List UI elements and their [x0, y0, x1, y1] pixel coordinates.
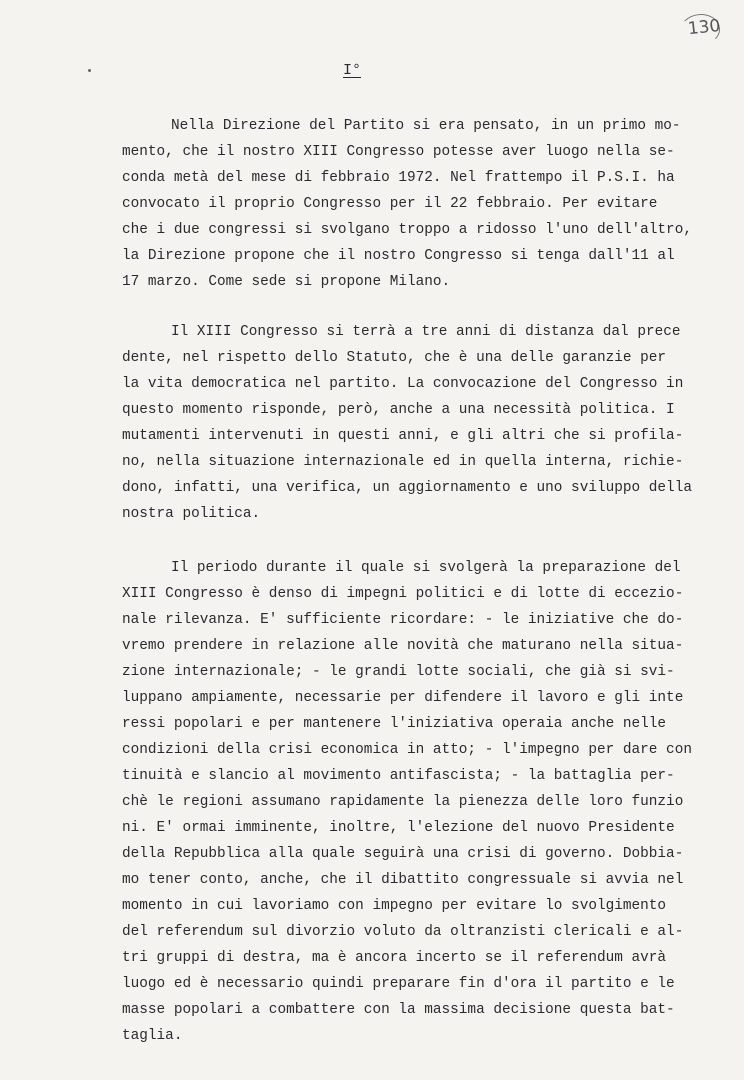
paragraph-gap [122, 527, 722, 555]
text-line: luogo ed è necessario quindi preparare fin d'ora il partito e le [122, 976, 675, 992]
text-line: la Direzione propone che il nostro Congresso si tenga dall'11 al [122, 248, 675, 264]
text-line: dono, infatti, una verifica, un aggiornamento e uno sviluppo della [122, 480, 692, 496]
text-line: convocato il proprio Congresso per il 22 febbraio. Per evitare [122, 196, 658, 212]
section-heading: I° [343, 62, 362, 79]
text-line: condizioni della crisi economica in atto; - l'impegno per dare con [122, 742, 692, 758]
text-line: luppano ampiamente, necessarie per difendere il lavoro e gli inte [122, 690, 684, 706]
paragraph-3 [122, 555, 722, 1049]
text-line: dente, nel rispetto dello Statuto, che è una delle garanzie per [122, 350, 667, 366]
text-line: questo momento risponde, però, anche a una necessità politica. I [122, 402, 675, 418]
text-line: XIII Congresso è denso di impegni politici e di lotte di eccezio- [122, 586, 684, 602]
text-line: mento, che il nostro XIII Congresso potesse aver luogo nella se- [122, 144, 675, 160]
paragraph-gap [122, 295, 722, 319]
paragraph-2 [122, 319, 722, 527]
text-line: mutamenti intervenuti in questi anni, e gli altri che si profila- [122, 428, 684, 444]
paragraph-1 [122, 113, 722, 295]
text-line: chè le regioni assumano rapidamente la pienezza delle loro funzio [122, 794, 684, 810]
text-line: zione internazionale; - le grandi lotte sociali, che già si svi- [122, 664, 675, 680]
text-line: ni. E' ormai imminente, inoltre, l'elezione del nuovo Presidente [122, 820, 675, 836]
text-line: vremo prendere in relazione alle novità che maturano nella situa- [122, 638, 684, 654]
page-number-annotation [678, 10, 721, 48]
text-line: taglia. [122, 1028, 183, 1044]
text-line: Il XIII Congresso si terrà a tre anni di distanza dal prece [171, 324, 681, 340]
text-line: Nella Direzione del Partito si era pensato, in un primo mo- [171, 118, 681, 134]
document-body [122, 113, 722, 1049]
text-line: la vita democratica nel partito. La convocazione del Congresso in [122, 376, 684, 392]
text-line: ressi popolari e per mantenere l'iniziativa operaia anche nelle [122, 716, 667, 732]
text-line: che i due congressi si svolgano troppo a ridosso l'uno dell'altro, [122, 222, 692, 238]
text-line: no, nella situazione internazionale ed in quella interna, richie- [122, 454, 684, 470]
text-line: nale rilevanza. E' sufficiente ricordare: - le iniziative che do- [122, 612, 684, 628]
text-line: del referendum sul divorzio voluto da oltranzisti clericali e al- [122, 924, 684, 940]
text-line: tinuità e slancio al movimento antifascista; - la battaglia per- [122, 768, 675, 784]
text-line: conda metà del mese di febbraio 1972. Nel frattempo il P.S.I. ha [122, 170, 675, 186]
text-line: 17 marzo. Come sede si propone Milano. [122, 274, 451, 290]
page-number: 130 [686, 15, 722, 40]
text-line: tri gruppi di destra, ma è ancora incerto se il referendum avrà [122, 950, 667, 966]
margin-dot [88, 69, 91, 72]
text-line: momento in cui lavoriamo con impegno per evitare lo svolgimento [122, 898, 667, 914]
text-line: masse popolari a combattere con la massima decisione questa bat- [122, 1002, 675, 1018]
text-line: Il periodo durante il quale si svolgerà la preparazione del [171, 560, 681, 576]
text-line: della Repubblica alla quale seguirà una crisi di governo. Dobbia- [122, 846, 684, 862]
text-line: nostra politica. [122, 506, 261, 522]
text-line: mo tener conto, anche, che il dibattito congressuale si avvia nel [122, 872, 684, 888]
